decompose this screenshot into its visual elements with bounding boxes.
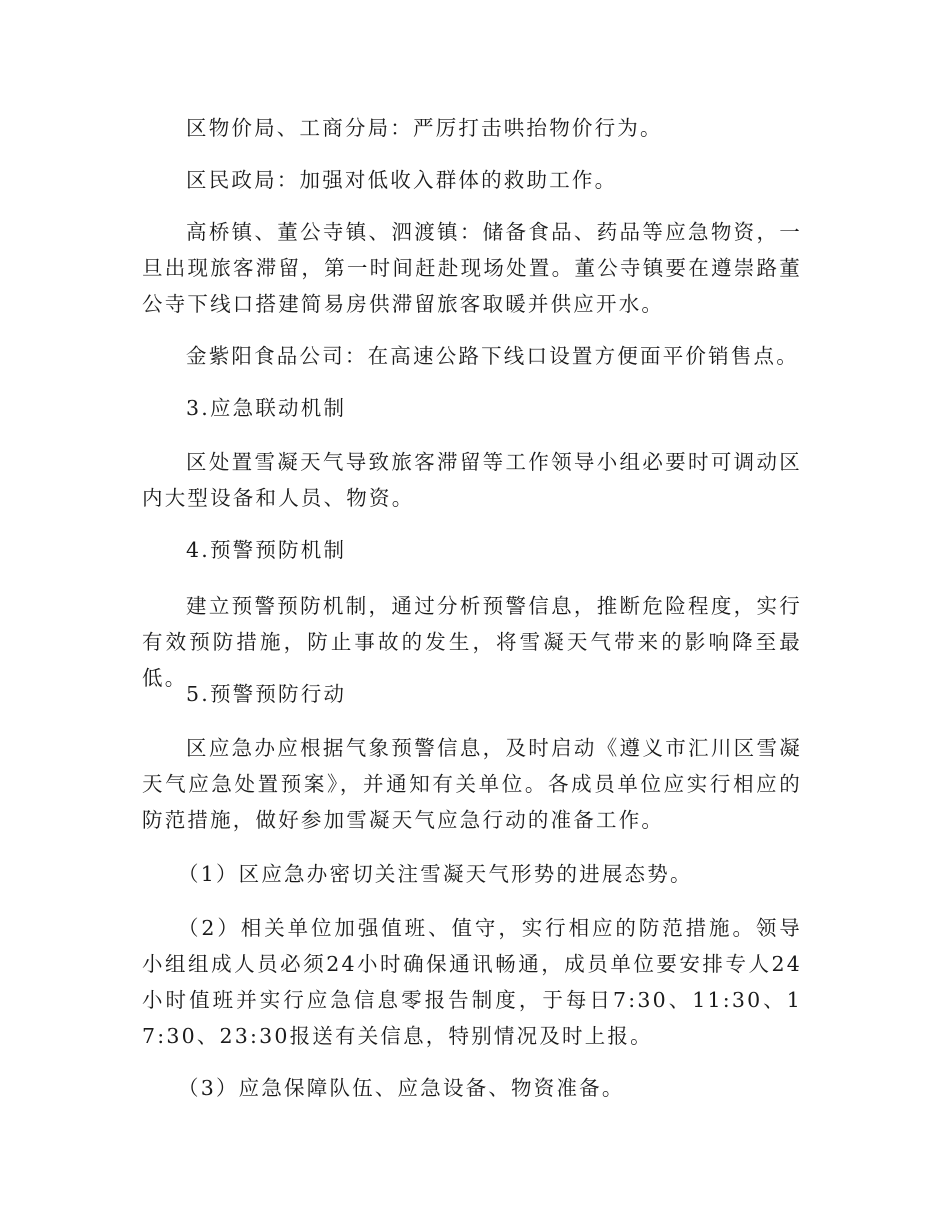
paragraph-warning-mechanism: 建立预警预防机制，通过分析预警信息，推断危险程度，实行有效预防措施，防止事故的发生，将雪凝天气带来的影响降至最低。 bbox=[142, 594, 802, 690]
list-item-2: （2）相关单位加强值班、值守，实行相应的防范措施。领导小组组成人员必须24小时确保通讯畅通，成员单位要安排专人24小时值班并实行应急信息零报告制度，于每日7:30、11:30、17:30、23:30报送有关信息，特别情况及时上报。 bbox=[142, 916, 802, 1048]
section-heading-4: 4.预警预防机制 bbox=[186, 538, 347, 562]
paragraph-warning-action: 区应急办应根据气象预警信息，及时启动《遵义市汇川区雪凝天气应急处置预案》，并通知有关单位。各成员单位应实行相应的防范措施，做好参加雪凝天气应急行动的准备工作。 bbox=[142, 736, 802, 832]
paragraph-linkage: 区处置雪凝天气导致旅客滞留等工作领导小组必要时可调动区内大型设备和人员、物资。 bbox=[142, 450, 802, 510]
paragraph-food-company: 金紫阳食品公司：在高速公路下线口设置方便面平价销售点。 bbox=[186, 344, 799, 368]
paragraph-towns: 高桥镇、董公寺镇、泗渡镇：储备食品、药品等应急物资，一旦出现旅客滞留，第一时间赶赴现场处置。董公寺镇要在遵崇路董公寺下线口搭建简易房供滞留旅客取暖并供应开水。 bbox=[142, 220, 802, 316]
list-item-1: （1）区应急办密切关注雪凝天气形势的进展态势。 bbox=[178, 862, 693, 886]
paragraph-price-bureau: 区物价局、工商分局：严厉打击哄抬物价行为。 bbox=[186, 116, 663, 140]
section-heading-3: 3.应急联动机制 bbox=[186, 396, 347, 420]
paragraph-civil-affairs: 区民政局：加强对低收入群体的救助工作。 bbox=[186, 168, 618, 192]
section-heading-5: 5.预警预防行动 bbox=[186, 682, 347, 706]
list-item-3: （3）应急保障队伍、应急设备、物资准备。 bbox=[178, 1076, 625, 1100]
